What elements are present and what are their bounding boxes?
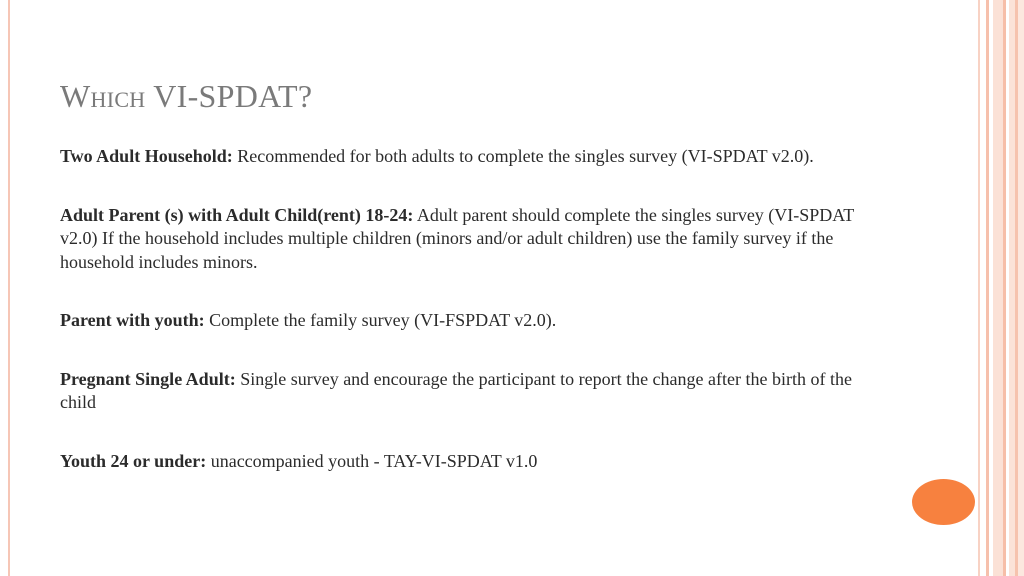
list-item xyxy=(60,368,890,415)
left-border-line xyxy=(8,0,10,576)
list-item xyxy=(60,145,890,169)
decorative-circle xyxy=(912,479,975,525)
item-text: unaccompanied youth - TAY-VI-SPDAT v1.0 xyxy=(210,450,538,471)
item-label: Parent with youth: xyxy=(60,310,205,330)
decorative-stripe xyxy=(1018,0,1024,576)
decorative-stripe xyxy=(993,0,1003,576)
item-text: Adult parent should complete the singles survey (VI-SPDAT v2.0) If the household includes multiple children (minors and/or adult children) use the family survey if the household includes minors. xyxy=(60,204,854,272)
decorative-stripe xyxy=(1003,0,1006,576)
item-label: Youth 24 or under: xyxy=(60,450,207,471)
slide-body xyxy=(60,145,890,473)
list-item xyxy=(60,309,890,333)
list-item xyxy=(60,204,890,275)
item-text: Recommended for both adults to complete the singles survey (VI-SPDAT v2.0). xyxy=(237,146,814,166)
item-label: Pregnant Single Adult: xyxy=(60,368,236,389)
decorative-stripe xyxy=(986,0,989,576)
slide-title: Which VI-SPDAT? xyxy=(60,78,313,114)
list-item xyxy=(60,450,890,474)
decorative-stripe xyxy=(978,0,980,576)
item-label: Adult Parent (s) with Adult Child(rent) 18-24: xyxy=(60,204,414,225)
item-label: Two Adult Household: xyxy=(60,146,233,166)
item-text: Complete the family survey (VI-FSPDAT v2.0). xyxy=(209,310,557,330)
item-text: Single survey and encourage the participant to report the change after the birth of the child xyxy=(60,368,852,412)
